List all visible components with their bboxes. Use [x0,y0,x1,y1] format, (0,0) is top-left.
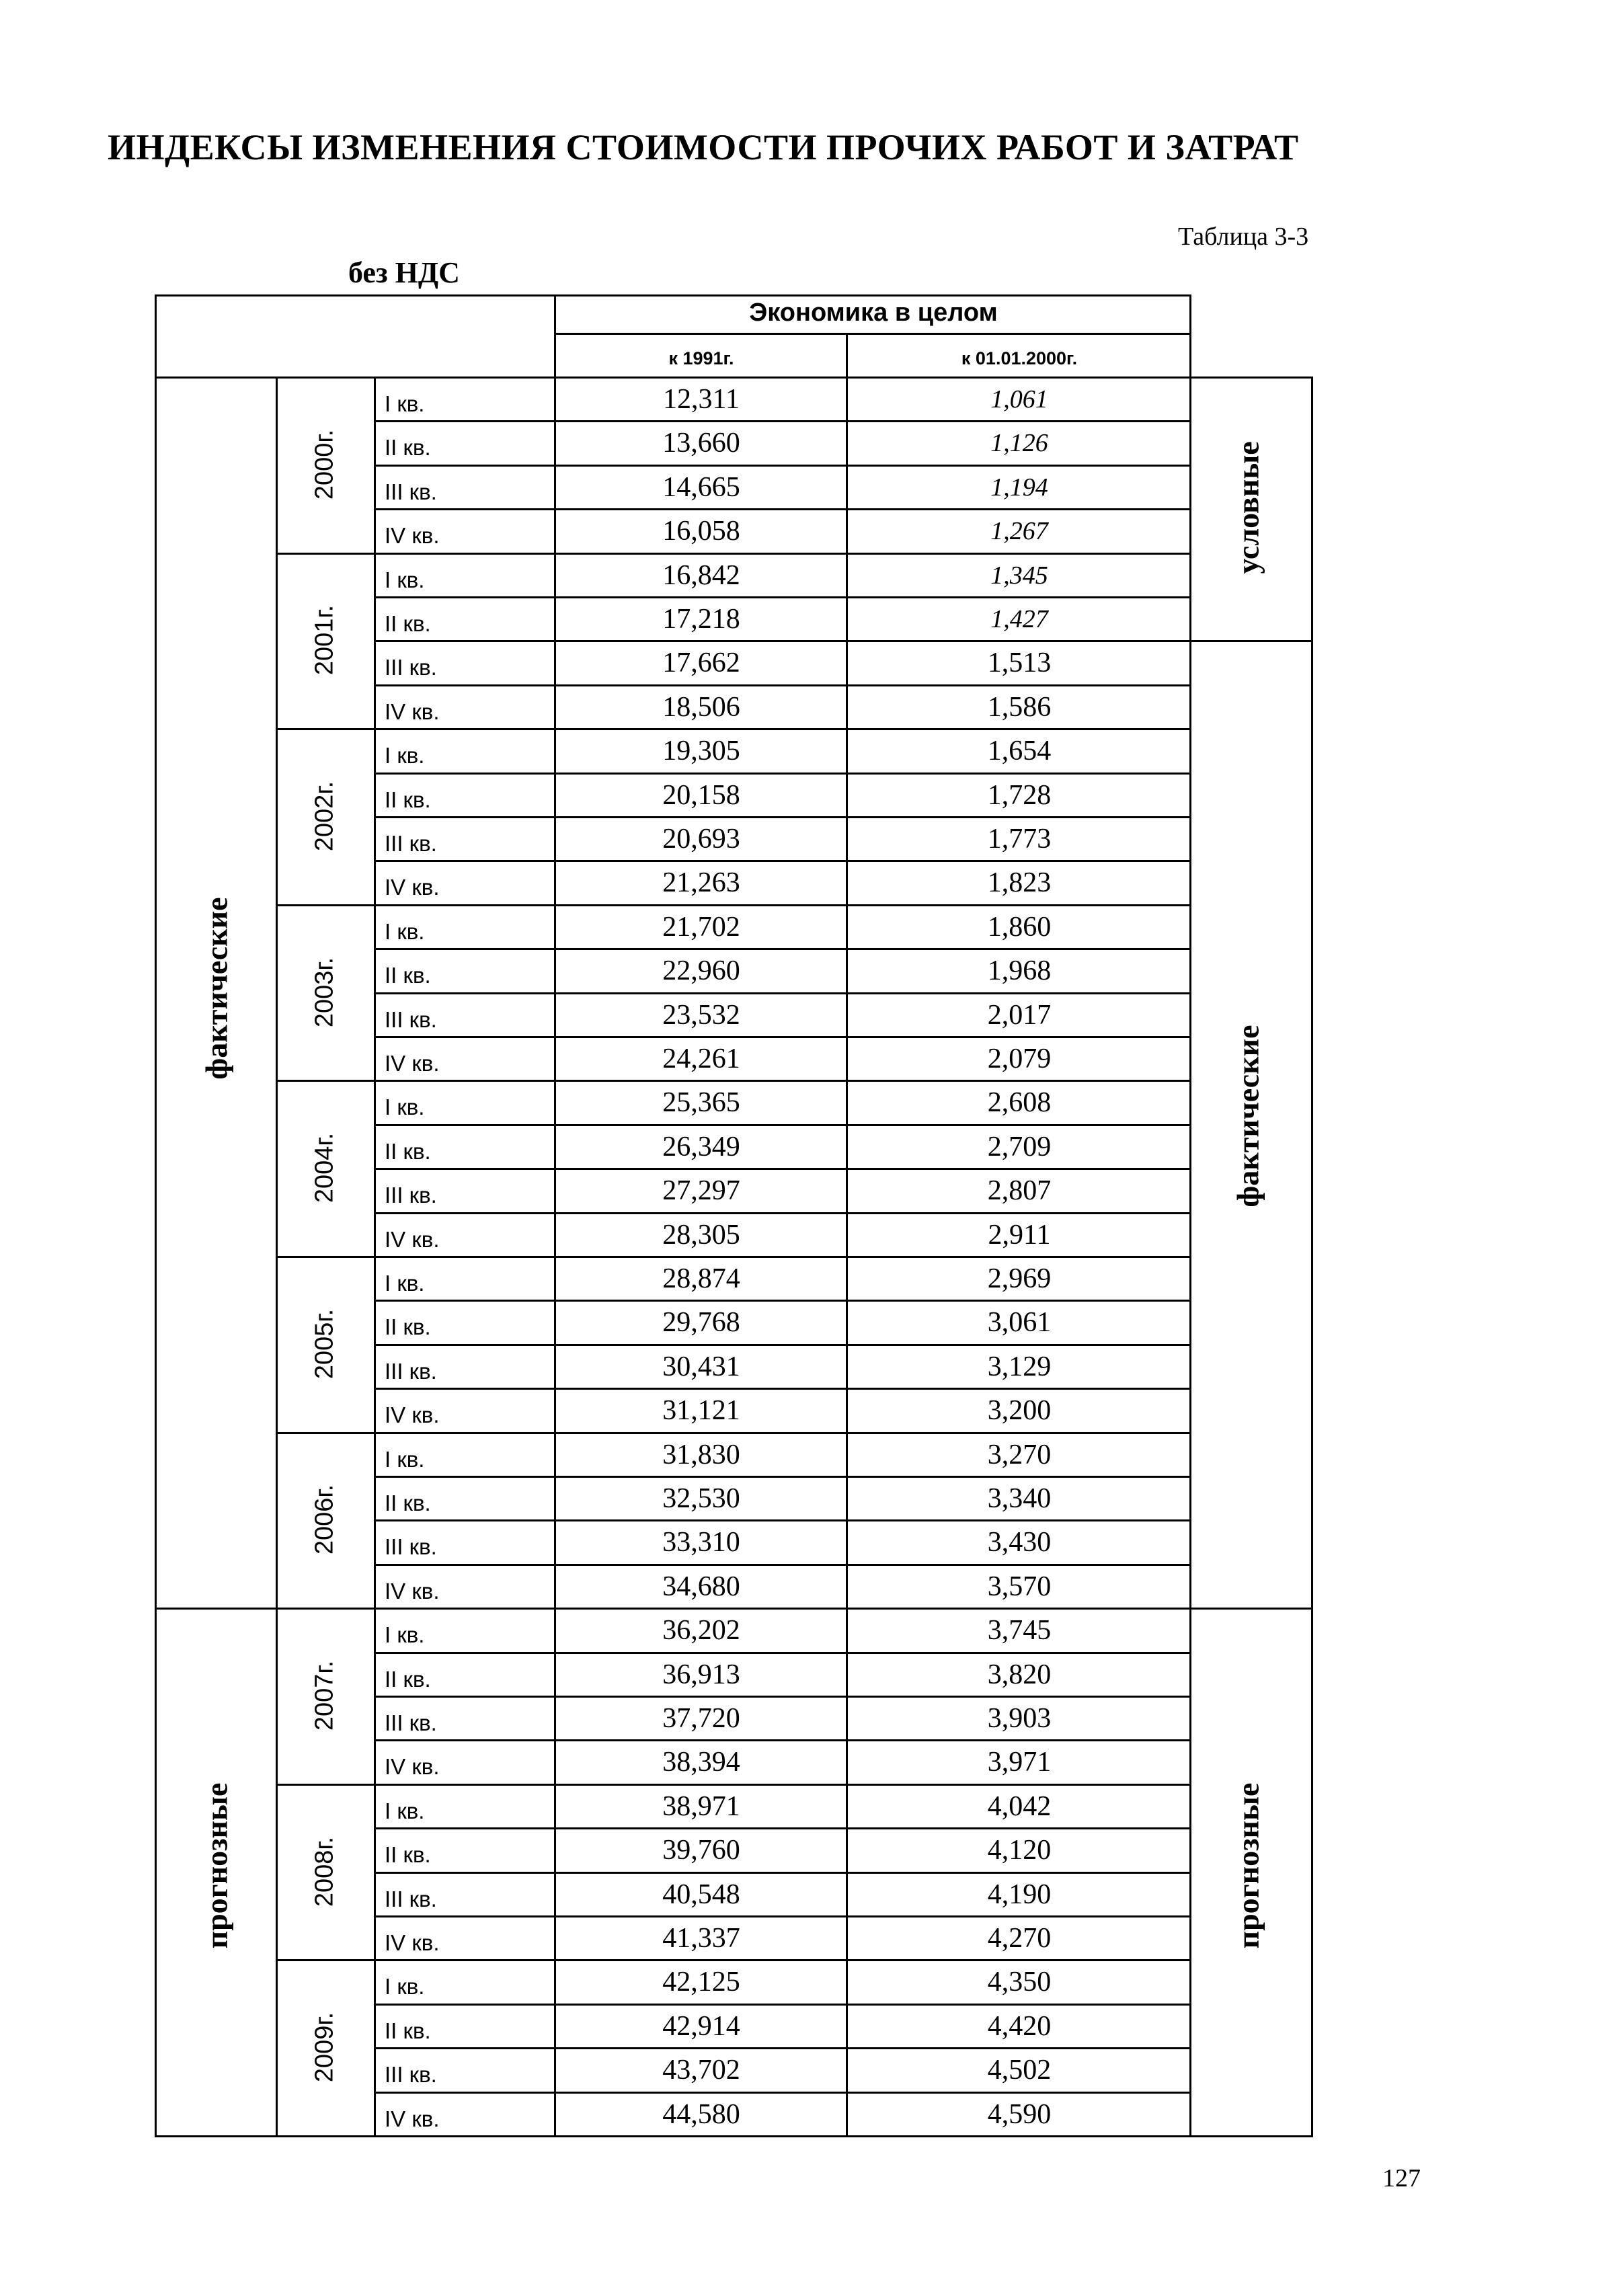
grid-line [374,1168,1191,1170]
grid-line [374,1212,1191,1214]
grid-line [374,420,1191,422]
index-1991-cell: 42,125 [662,1967,740,1998]
index-2000-cell: 1,513 [987,647,1052,679]
grid-line [276,1432,1191,1434]
index-1991-cell: 36,202 [662,1615,740,1647]
header-col-1991: к 1991г. [668,348,734,368]
index-2000-cell: 1,968 [987,955,1052,987]
quarter-label: III кв. [385,1534,437,1560]
index-2000-cell: 1,061 [990,385,1048,413]
index-1991-cell: 39,760 [662,1835,740,1866]
grid-line [276,1608,1191,1610]
index-2000-cell: 1,773 [987,824,1052,855]
index-1991-cell: 16,842 [662,559,740,591]
quarter-label: IV кв. [385,523,440,549]
index-2000-cell: 4,190 [987,1878,1052,1910]
year-label: 2004г. [310,1133,339,1203]
grid-line [374,640,1191,642]
index-2000-cell: 1,126 [990,429,1048,458]
index-1991-cell: 20,158 [662,779,740,811]
index-2000-cell: 4,350 [987,1967,1052,1998]
index-1991-cell: 31,121 [662,1395,740,1427]
index-1991-cell: 29,768 [662,1307,740,1339]
grid-line [374,860,1191,862]
index-2000-cell: 3,129 [987,1351,1052,1382]
index-1991-cell: 34,680 [662,1571,740,1602]
year-label: 2008г. [310,1836,339,1907]
quarter-label: IV кв. [385,1051,440,1076]
grid-line [374,1300,1191,1302]
grid-line [374,684,1191,686]
index-2000-cell: 4,270 [987,1923,1052,1954]
quarter-label: I кв. [385,1271,425,1296]
quarter-label: III кв. [385,831,437,856]
index-2000-cell: 2,807 [987,1175,1052,1207]
index-2000-cell: 2,608 [987,1087,1052,1119]
quarter-label: I кв. [385,743,425,768]
quarter-label: II кв. [385,1491,431,1515]
index-2000-cell: 4,502 [987,2055,1052,2086]
quarter-label: II кв. [385,2018,431,2043]
quarter-label: I кв. [385,918,425,944]
grid-line [1189,640,1313,642]
quarter-label: I кв. [385,391,425,416]
grid-line [276,1256,1191,1258]
quarter-label: IV кв. [385,1402,440,1428]
index-2000-cell: 1,194 [990,473,1048,502]
grid-line [155,377,276,379]
quarter-label: II кв. [385,1138,431,1164]
year-label: 2009г. [310,2012,339,2083]
index-1991-cell: 21,702 [662,911,740,943]
grid-line [374,596,1191,598]
grid-line [276,1784,1191,1786]
quarter-label: IV кв. [385,1930,440,1955]
grid-line [374,508,1191,510]
index-2000-cell: 3,340 [987,1483,1052,1514]
year-label: 2005г. [310,1308,339,1379]
index-2000-cell: 2,017 [987,999,1052,1031]
index-2000-cell: 4,420 [987,2010,1052,2042]
quarter-label: IV кв. [385,875,440,900]
index-1991-cell: 24,261 [662,1043,740,1074]
quarter-label: IV кв. [385,2106,440,2131]
index-1991-cell: 25,365 [662,1087,740,1119]
quarter-label: II кв. [385,1666,431,1692]
index-2000-cell: 3,200 [987,1395,1052,1427]
grid-line [276,377,1191,379]
index-1991-cell: 28,305 [662,1219,740,1251]
index-1991-cell: 38,971 [662,1790,740,1822]
quarter-label: II кв. [385,611,431,636]
category-right-actual: фактические [1230,1025,1265,1208]
quarter-label: II кв. [385,435,431,461]
grid-line [374,1476,1191,1478]
page-number: 127 [1382,2164,1421,2192]
quarter-label: III кв. [385,655,437,680]
grid-line [374,1564,1191,1566]
grid-line [374,992,1191,994]
index-1991-cell: 44,580 [662,2098,740,2130]
index-2000-cell: 1,654 [987,736,1052,767]
grid-line [374,816,1191,818]
index-1991-cell: 16,058 [662,516,740,547]
index-2000-cell: 3,971 [987,1747,1052,1778]
index-1991-cell: 12,311 [663,384,740,415]
grid-line [276,1080,1191,1082]
index-1991-cell: 28,874 [662,1263,740,1294]
year-label: 2003г. [310,957,339,1027]
grid-line [276,904,1191,906]
category-left-forecast: прогнозные [199,1782,234,1949]
grid-line [155,2135,1313,2137]
quarter-label: I кв. [385,1446,425,1472]
quarter-label: IV кв. [385,699,440,724]
grid-line [374,1696,1191,1698]
index-2000-cell: 4,590 [987,2098,1052,2130]
index-1991-cell: 14,665 [662,471,740,503]
index-2000-cell: 2,911 [988,1219,1051,1251]
index-2000-cell: 3,430 [987,1527,1052,1558]
index-1991-cell: 38,394 [662,1747,740,1778]
quarter-label: III кв. [385,1358,437,1384]
index-1991-cell: 43,702 [662,2055,740,2086]
index-1991-cell: 22,960 [662,955,740,987]
index-1991-cell: 33,310 [662,1527,740,1558]
quarter-label: IV кв. [385,1754,440,1780]
index-2000-cell: 1,586 [987,691,1052,723]
category-right-conditional: условные [1230,441,1265,574]
index-1991-cell: 18,506 [662,691,740,723]
index-1991-cell: 37,720 [662,1703,740,1734]
quarter-label: III кв. [385,1183,437,1208]
index-1991-cell: 36,913 [662,1659,740,1690]
grid-line [374,1739,1191,1741]
index-1991-cell: 27,297 [662,1175,740,1207]
index-2000-cell: 1,823 [987,867,1052,899]
year-label: 2007г. [310,1660,339,1731]
quarter-label: II кв. [385,787,431,812]
quarter-label: I кв. [385,567,425,592]
year-label: 2002г. [310,781,339,852]
quarter-label: II кв. [385,1842,431,1868]
index-2000-cell: 1,345 [990,561,1048,590]
grid-line [374,773,1191,775]
quarter-label: II кв. [385,1314,431,1340]
vat-note: без НДС [348,256,460,289]
index-2000-cell: 3,903 [987,1703,1052,1734]
year-label: 2001г. [310,605,339,676]
grid-line [374,1652,1191,1654]
category-left-actual: фактические [199,897,234,1080]
grid-line [155,377,157,2137]
grid-line [374,2047,1191,2049]
index-2000-cell: 4,120 [987,1835,1052,1866]
index-2000-cell: 3,061 [987,1307,1052,1339]
quarter-label: III кв. [385,1710,437,1735]
index-2000-cell: 2,709 [987,1131,1052,1162]
header-col-2000: к 01.01.2000г. [961,348,1078,368]
index-2000-cell: 1,728 [987,779,1052,811]
quarter-label: I кв. [385,1622,425,1648]
category-right-forecast: прогнозные [1230,1782,1265,1949]
index-2000-cell: 3,270 [987,1439,1052,1470]
grid-line [374,1344,1191,1346]
index-1991-cell: 26,349 [662,1131,740,1162]
quarter-label: II кв. [385,963,431,988]
grid-line [276,553,1191,555]
year-label: 2006г. [310,1485,339,1555]
quarter-label: IV кв. [385,1578,440,1604]
quarter-label: I кв. [385,1095,425,1120]
index-1991-cell: 17,218 [662,604,740,635]
index-2000-cell: 3,745 [987,1615,1052,1647]
quarter-label: III кв. [385,479,437,504]
grid-line [374,1827,1191,1829]
grid-line [374,1872,1191,1874]
index-1991-cell: 30,431 [662,1351,740,1382]
quarter-label: III кв. [385,2062,437,2088]
index-2000-cell: 3,570 [987,1571,1052,1602]
grid-line [1189,1608,1313,1610]
grid-line [374,2004,1191,2006]
page-title: ИНДЕКСЫ ИЗМЕНЕНИЯ СТОИМОСТИ ПРОЧИХ РАБОТ И ЗАТРАТ [108,127,1299,167]
index-1991-cell: 21,263 [662,867,740,899]
index-1991-cell: 41,337 [662,1923,740,1954]
grid-line [374,948,1191,950]
header-group: Экономика в целом [749,299,998,327]
quarter-label: III кв. [385,1006,437,1032]
grid-line [374,1388,1191,1390]
index-2000-cell: 1,860 [987,911,1052,943]
index-1991-cell: 23,532 [662,999,740,1031]
grid-line [374,1036,1191,1038]
index-1991-cell: 31,830 [662,1439,740,1470]
grid-line [374,2092,1191,2094]
index-2000-cell: 1,267 [990,517,1048,546]
index-1991-cell: 19,305 [662,736,740,767]
index-1991-cell: 42,914 [662,2010,740,2042]
index-1991-cell: 40,548 [662,1878,740,1910]
quarter-label: III кв. [385,1886,437,1911]
quarter-label: I кв. [385,1798,425,1823]
grid-line [374,1519,1191,1521]
grid-line [276,728,1191,730]
index-1991-cell: 20,693 [662,824,740,855]
grid-line [1189,377,1313,379]
index-2000-cell: 2,969 [987,1263,1052,1294]
index-2000-cell: 4,042 [987,1790,1052,1822]
year-label: 2000г. [310,429,339,500]
grid-line [374,1124,1191,1126]
index-2000-cell: 2,079 [987,1043,1052,1074]
index-1991-cell: 13,660 [662,428,740,459]
index-2000-cell: 3,820 [987,1659,1052,1690]
index-1991-cell: 32,530 [662,1483,740,1514]
table-number: Таблица 3-3 [1178,223,1309,251]
index-2000-cell: 1,427 [990,605,1048,633]
grid-line [374,465,1191,467]
index-1991-cell: 17,662 [662,647,740,679]
quarter-label: IV кв. [385,1226,440,1252]
grid-line [276,1959,1191,1961]
grid-line [374,1915,1191,1917]
grid-line [155,1608,276,1610]
quarter-label: I кв. [385,1974,425,2000]
